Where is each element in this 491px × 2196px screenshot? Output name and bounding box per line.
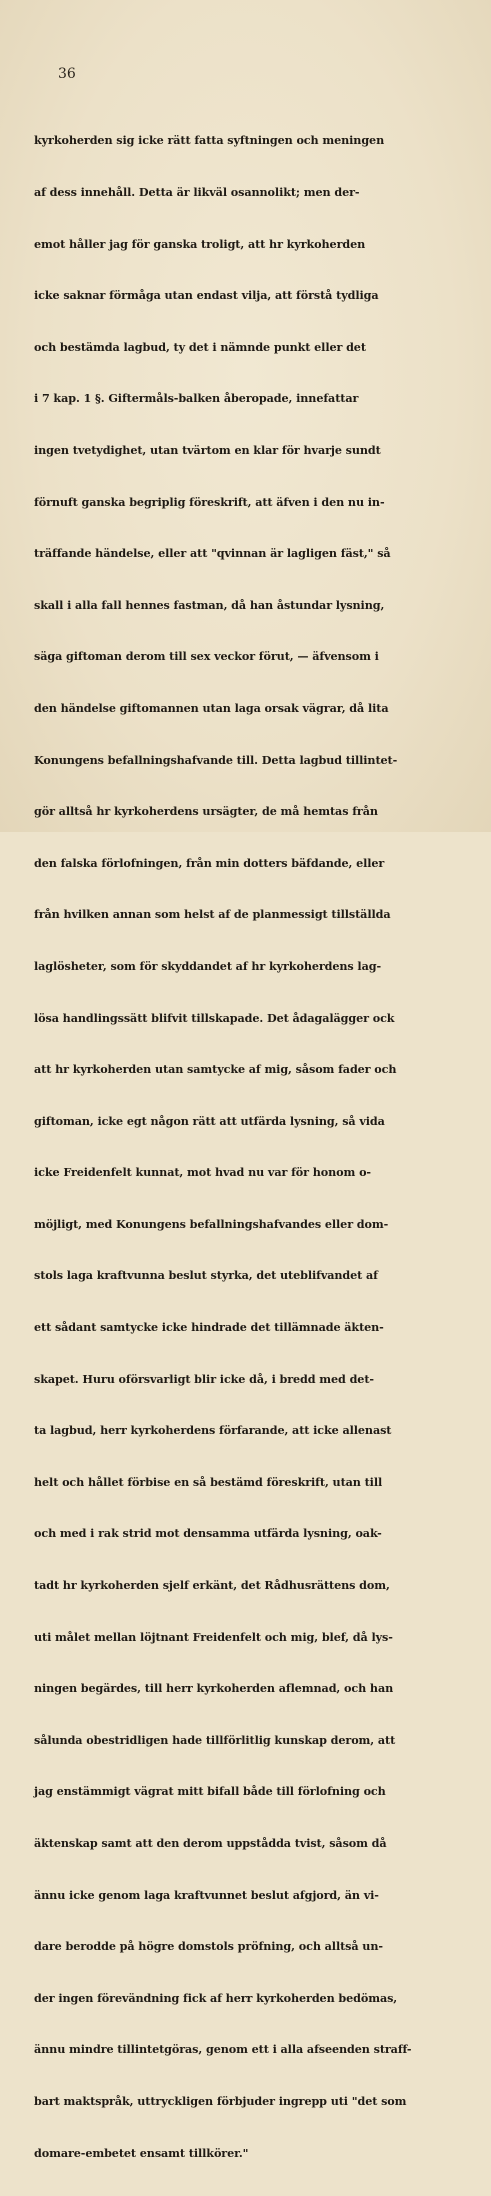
text-line: Konungens befallningshafvande till. Detta lagbud tillintet- [34, 752, 398, 767]
text-line: ett sådant samtycke icke hindrade det tillämnade äkten- [34, 1320, 384, 1335]
text-line: tadt hr kyrkoherden sjelf erkänt, det Rådhusrättens dom, [34, 1578, 390, 1593]
text-line: bart maktspråk, uttryckligen förbjuder ingrepp uti "det som [34, 2093, 407, 2108]
text-line: af dess innehåll. Detta är likväl osannolikt; men der- [34, 185, 360, 199]
text-line: den falska förlofningen, från min dotters bäfdande, eller [34, 855, 385, 870]
text-line: ännu mindre tillintetgöras, genom ett i alla afseenden straff- [34, 2042, 412, 2057]
text-line: helt och hållet förbise en så bestämd föreskrift, utan till [34, 1474, 383, 1489]
text-line: uti målet mellan löjtnant Freidenfelt och mig, blef, då lys- [34, 1629, 393, 1644]
text-line: stols laga kraftvunna beslut styrka, det uteblifvandet af [34, 1268, 378, 1283]
text-line: gör alltså hr kyrkoherdens ursägter, de må hemtas från [34, 804, 378, 819]
text-line: i 7 kap. 1 §. Giftermåls-balken åberopade, innefattar [34, 391, 359, 406]
text-line: skapet. Huru oförsvarligt blir icke då, i bredd med det- [34, 1371, 374, 1386]
text-line: icke Freidenfelt kunnat, mot hvad nu var för honom o- [34, 1165, 371, 1180]
text-line: kyrkoherden sig icke rätt fatta syftningen och meningen [34, 133, 385, 148]
text-line: giftoman, icke egt någon rätt att utfärda lysning, så vida [34, 1113, 385, 1128]
text-line: jag enstämmigt vägrat mitt bifall både till förlofning och [34, 1784, 386, 1799]
page-number: 36 [58, 66, 76, 82]
text-line: träffande händelse, eller att "qvinnan är lagligen fäst," så [34, 546, 391, 561]
text-line: den händelse giftomannen utan laga orsak vägrar, då lita [34, 700, 389, 715]
text-line: der ingen förevändning fick af herr kyrkoherden bedömas, [34, 1990, 398, 2005]
text-line: laglösheter, som för skyddandet af hr kyrkoherdens lag- [34, 958, 381, 973]
text-line: sålunda obestridligen hade tillförlitlig kunskap derom, att [34, 1732, 396, 1747]
text-line: äktenskap samt att den derom uppstådda tvist, såsom då [34, 1836, 387, 1850]
text-line: skall i alla fall hennes fastman, då han åstundar lysning, [34, 597, 385, 612]
text-line: ningen begärdes, till herr kyrkoherden aflemnad, och han [34, 1681, 394, 1696]
text-line: att hr kyrkoherden utan samtycke af mig, såsom fader och [34, 1062, 397, 1077]
text-line: domare-embetet ensamt tillkörer." [34, 2145, 249, 2160]
text-line: icke saknar förmåga utan endast vilja, att förstå tydliga [34, 288, 379, 303]
text-line: ännu icke genom laga kraftvunnet beslut afgjord, än vi- [34, 1887, 379, 1902]
text-line: och bestämda lagbud, ty det i nämnde punkt eller det [34, 339, 366, 354]
text-line: dare berodde på högre domstols pröfning, och alltså un- [34, 1939, 383, 1954]
text-line: och med i rak strid mot densamma utfärda lysning, oak- [34, 1526, 382, 1541]
text-line: förnuft ganska begriplig föreskrift, att äfven i den nu in- [34, 494, 385, 509]
text-line: säga giftoman derom till sex veckor förut, — äfvensom i [34, 649, 379, 664]
text-line: ta lagbud, herr kyrkoherdens förfarande, att icke allenast [34, 1423, 392, 1438]
text-line: emot håller jag för ganska troligt, att hr kyrkoherden [34, 236, 366, 251]
text-line: ingen tvetydighet, utan tvärtom en klar för hvarje sundt [34, 442, 381, 457]
text-line: lösa handlingssätt blifvit tillskapade. Det ådagalägger ock [34, 1010, 395, 1025]
text-line: möjligt, med Konungens befallningshafvandes eller dom- [34, 1216, 389, 1231]
text-line: från hvilken annan som helst af de planmessigt tillställda [34, 907, 391, 922]
body-text [34, 98, 448, 2196]
